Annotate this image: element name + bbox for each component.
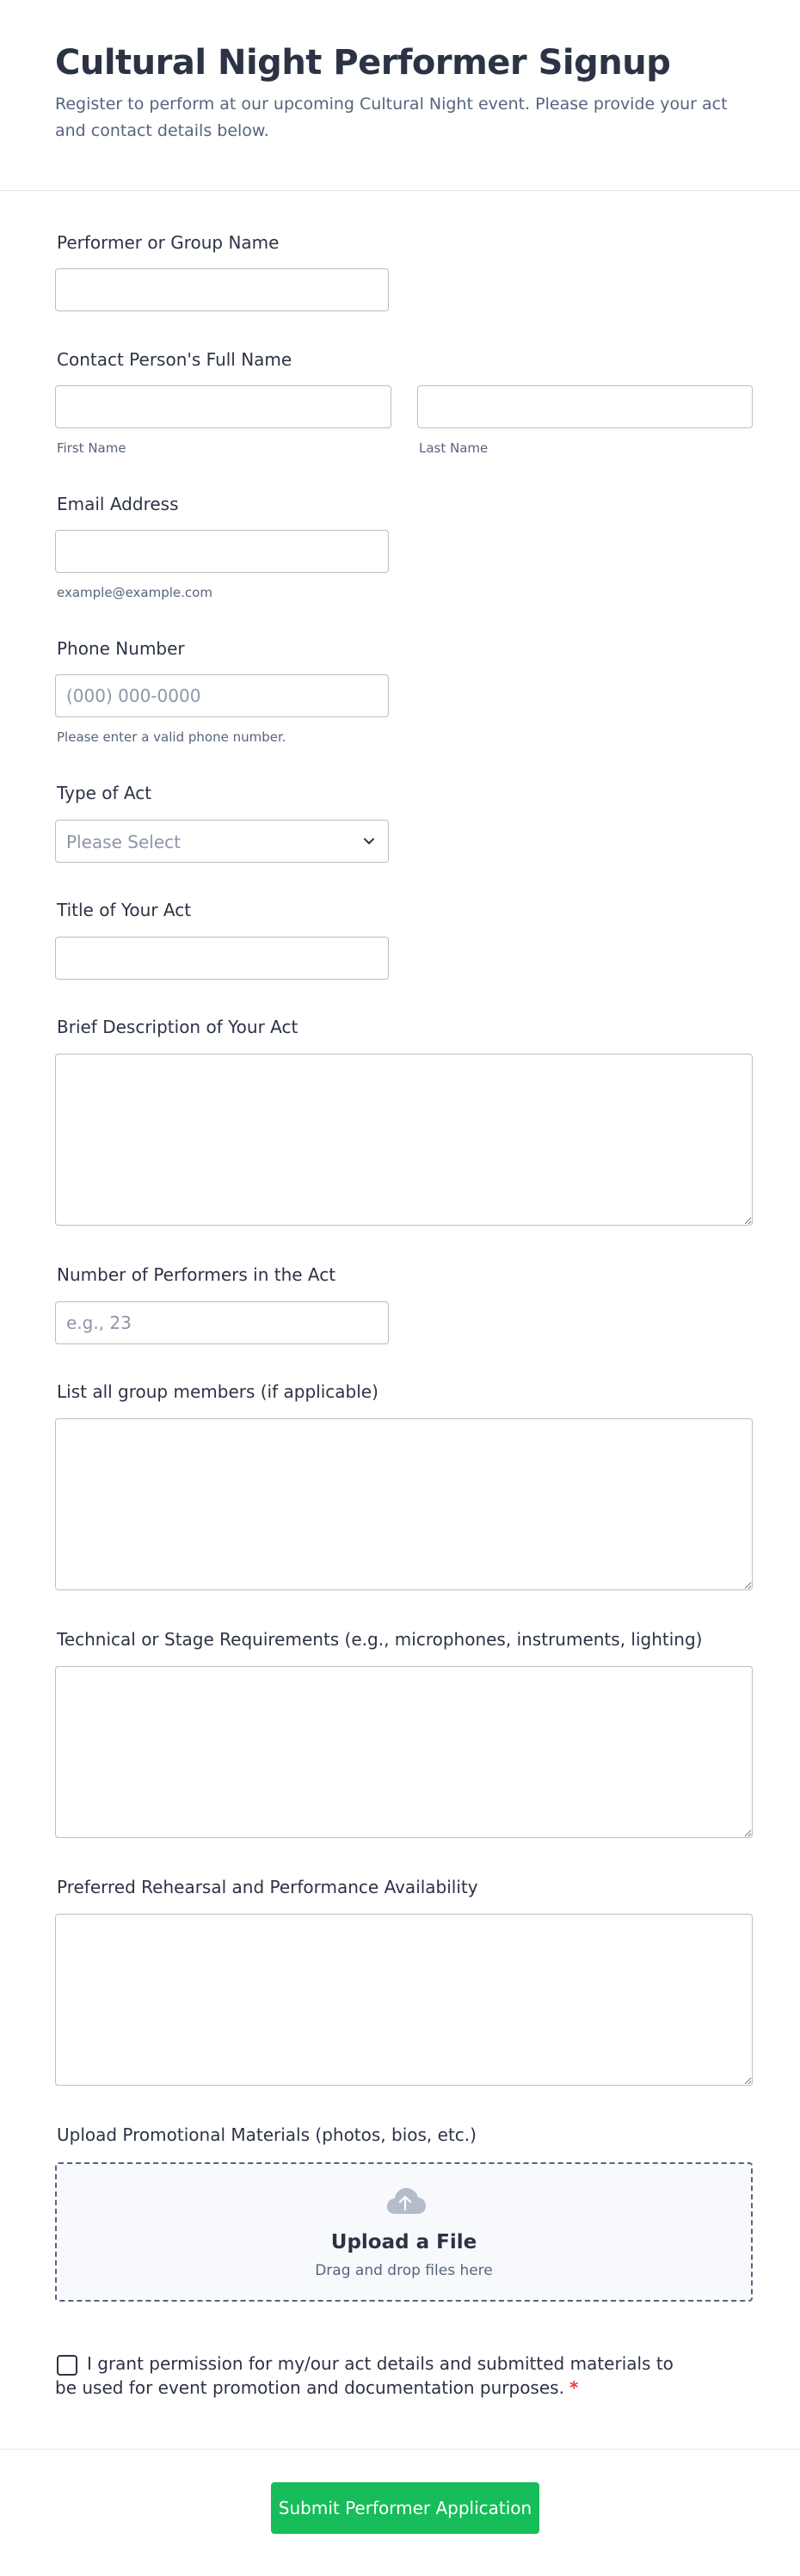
act-title-input[interactable] bbox=[55, 937, 389, 980]
phone-label: Phone Number bbox=[57, 638, 185, 659]
submit-button[interactable]: Submit Performer Application bbox=[271, 2482, 539, 2534]
upload-subtitle: Drag and drop files here bbox=[315, 2262, 493, 2279]
upload-label: Upload Promotional Materials (photos, bios, etc.) bbox=[57, 2124, 477, 2145]
act-type-select[interactable] bbox=[55, 820, 389, 863]
consent-text: I grant permission for my/our act details and submitted materials to be used for event promotion and documentation purposes. bbox=[55, 2353, 674, 2398]
phone-input[interactable] bbox=[55, 674, 389, 717]
tech-label: Technical or Stage Requirements (e.g., microphones, instruments, lighting) bbox=[57, 1629, 703, 1650]
members-label: List all group members (if applicable) bbox=[57, 1381, 378, 1402]
act-type-label: Type of Act bbox=[57, 783, 152, 803]
performer-count-input[interactable] bbox=[55, 1301, 389, 1344]
form-title: Cultural Night Performer Signup bbox=[55, 43, 671, 83]
first-name-sublabel: First Name bbox=[57, 440, 126, 456]
chevron-down-icon bbox=[360, 833, 378, 850]
phone-sublabel: Please enter a valid phone number. bbox=[57, 729, 286, 745]
act-title-label: Title of Your Act bbox=[57, 900, 192, 920]
cloud-upload-icon bbox=[384, 2185, 427, 2216]
description-textarea[interactable] bbox=[55, 1054, 753, 1226]
footer-divider bbox=[0, 2449, 800, 2450]
email-input[interactable] bbox=[55, 530, 389, 573]
performer-name-input[interactable] bbox=[55, 268, 389, 311]
consent-label bbox=[55, 2352, 683, 2400]
form-header bbox=[0, 0, 800, 191]
performer-count-label: Number of Performers in the Act bbox=[57, 1264, 336, 1285]
first-name-input[interactable] bbox=[55, 385, 391, 428]
act-type-selected: Please Select bbox=[66, 832, 181, 852]
availability-textarea[interactable] bbox=[55, 1914, 753, 2086]
email-sublabel: example@example.com bbox=[57, 585, 212, 600]
form-subtitle: Register to perform at our upcoming Cultural Night event. Please provide your act and contact details below. bbox=[55, 95, 728, 140]
performer-name-label: Performer or Group Name bbox=[57, 232, 280, 253]
description-label: Brief Description of Your Act bbox=[57, 1017, 298, 1037]
availability-label: Preferred Rehearsal and Performance Availability bbox=[57, 1877, 478, 1897]
upload-dropzone[interactable] bbox=[55, 2162, 753, 2302]
upload-title: Upload a File bbox=[330, 2231, 477, 2253]
last-name-sublabel: Last Name bbox=[419, 440, 489, 456]
consent-field bbox=[55, 2352, 683, 2400]
members-textarea[interactable] bbox=[55, 1418, 753, 1590]
tech-textarea[interactable] bbox=[55, 1666, 753, 1838]
consent-checkbox[interactable] bbox=[57, 2355, 77, 2376]
last-name-input[interactable] bbox=[417, 385, 753, 428]
email-label: Email Address bbox=[57, 494, 179, 514]
contact-name-label: Contact Person's Full Name bbox=[57, 349, 292, 370]
required-mark: * bbox=[569, 2377, 579, 2398]
